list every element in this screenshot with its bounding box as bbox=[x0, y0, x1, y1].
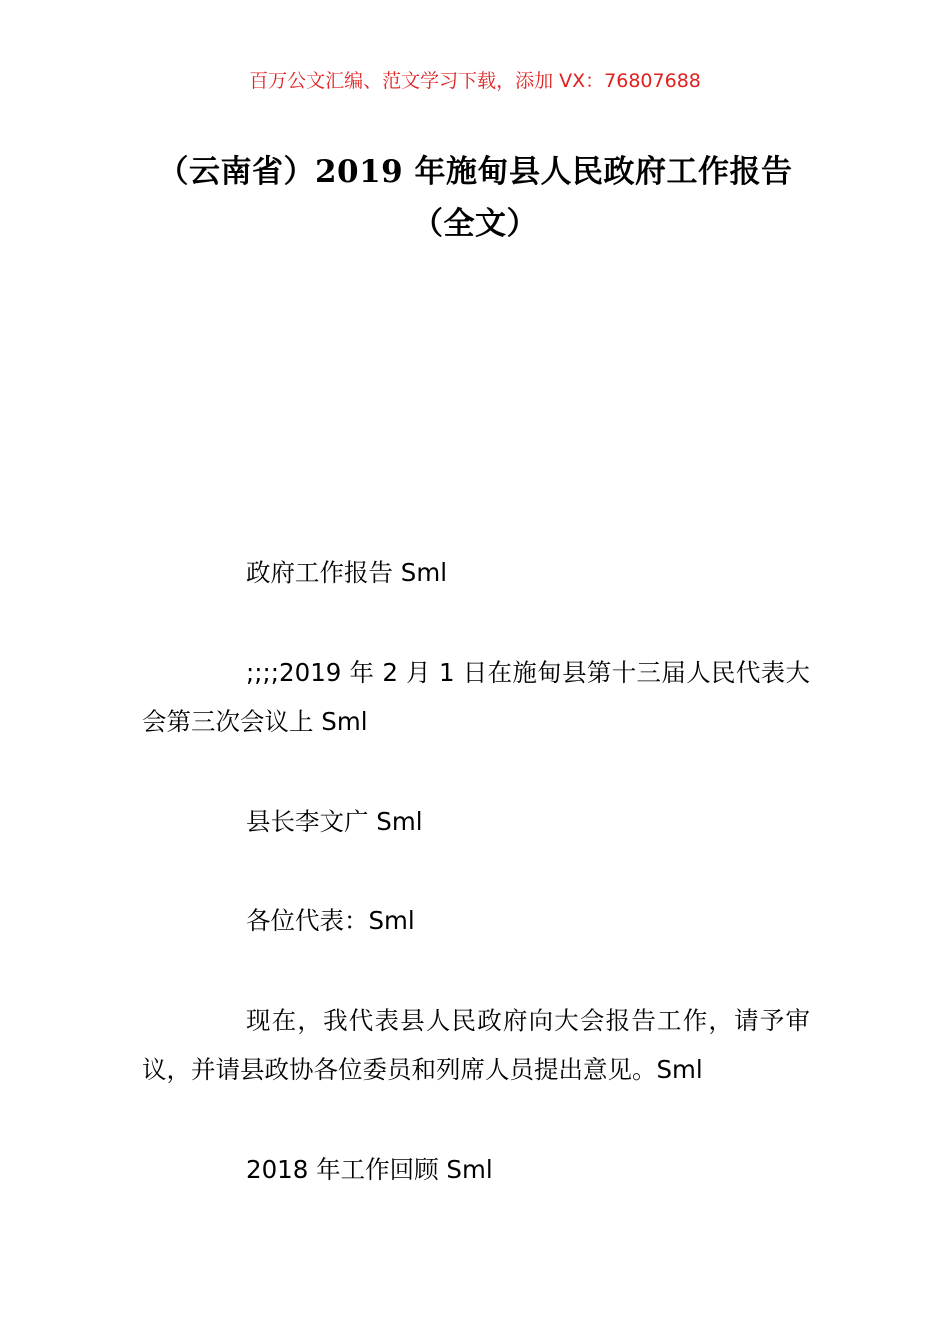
paragraph-report-label: 政府工作报告 Sml bbox=[246, 558, 448, 587]
paragraph-opening: 现在，我代表县人民政府向大会报告工作，请予审议，并请县政协各位委员和列席人员提出意见。Sml bbox=[142, 1006, 810, 1084]
promo-header-note: 百万公文汇编、范文学习下载，添加 VX：76807688 bbox=[249, 70, 701, 92]
paragraph-section-heading: 2018 年工作回顾 Sml bbox=[246, 1155, 493, 1184]
paragraph-speaker: 县长李文广 Sml bbox=[246, 807, 423, 836]
document-title: （云南省）2019 年施甸县人民政府工作报告（全文） bbox=[157, 154, 793, 242]
paragraph-salutation: 各位代表：Sml bbox=[246, 906, 415, 935]
paragraph-meeting-info: ;;;;2019 年 2 月 1 日在施甸县第十三届人民代表大会第三次会议上 Sml bbox=[142, 658, 810, 736]
